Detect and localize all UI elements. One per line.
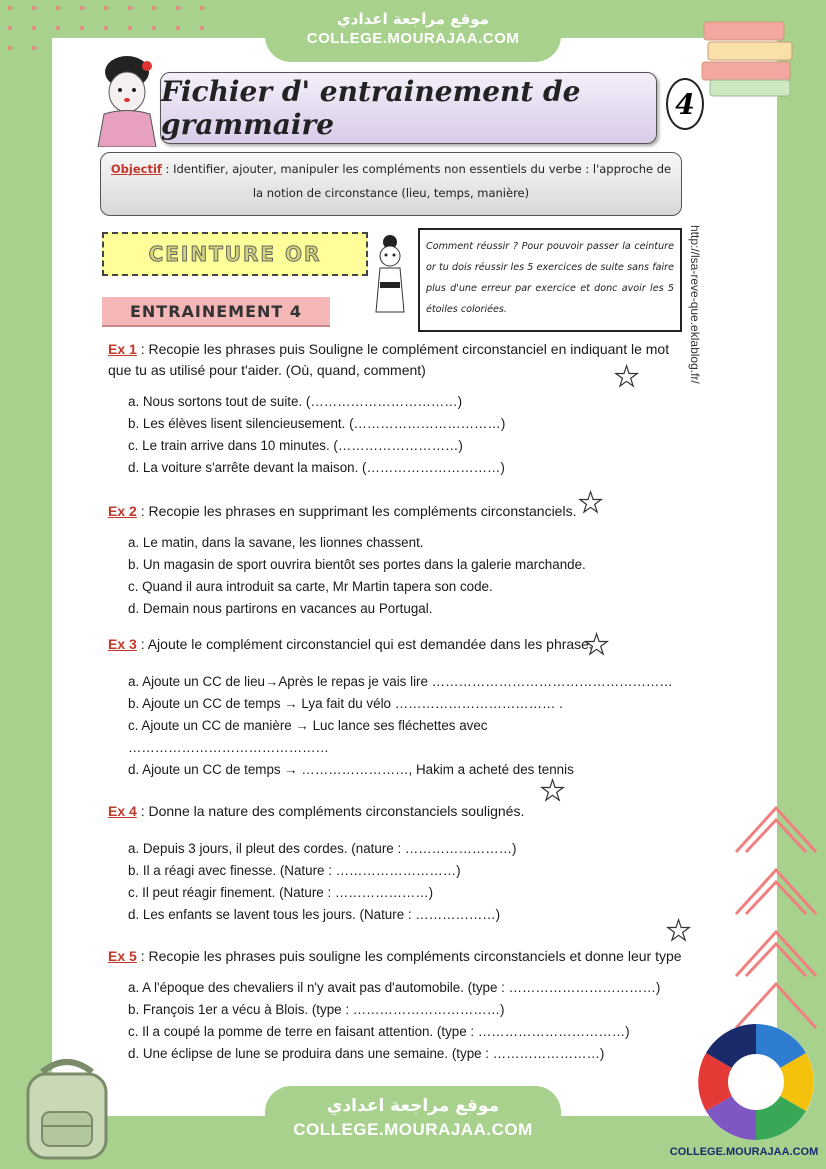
list-item: b. François 1er a vécu à Blois. (type : ……………………………) [128,1002,505,1017]
exercise-5-heading [108,946,688,967]
backpack-icon [12,1052,122,1162]
decorative-dot [176,6,180,10]
star-icon: ★ [578,487,604,518]
decorative-dot [104,26,108,30]
exercise-5 [108,946,688,1065]
decorative-dot [8,46,12,50]
doll-icon [370,232,410,320]
exercise-1-heading [108,339,688,381]
chevron-up-icon [732,858,820,918]
list-item: b. Les élèves lisent silencieusement. (……………………………) [128,416,506,431]
chevron-up-icon [732,920,820,980]
list-item: d. La voiture s'arrête devant la maison. (…………………………) [128,460,505,475]
list-item: c. Ajoute un CC de manière → Luc lance ses fléchettes avec ……………………………………… [128,718,488,755]
list-item: d. Une éclipse de lune se produira dans une semaine. (type : ……………………) [128,1046,605,1061]
star-icon: ★ [584,629,610,660]
exercise-4-heading [108,801,688,822]
footer-logo-text: COLLEGE.MOURAJAA.COM [669,1146,819,1158]
decorative-dot [200,26,204,30]
footer-url[interactable]: COLLEGE.MOURAJAA.COM [293,1120,533,1139]
decorative-dot [152,26,156,30]
decorative-dot [32,26,36,30]
exercise-5-label: Ex 5 [108,948,137,964]
list-item: b. Un magasin de sport ouvrira bientôt ses portes dans la galerie marchande. [128,557,586,572]
exercises [108,335,688,1065]
footer-banner [265,1086,561,1156]
decorative-dot [56,6,60,10]
decorative-dot [56,26,60,30]
exercise-5-instruction: : Recopie les phrases puis souligne les compléments circonstanciels et donne leur type [136,948,682,964]
list-item: a. Depuis 3 jours, il pleut des cordes. (nature : ……………………) [128,841,517,856]
decorative-dot [32,6,36,10]
exercise-1 [108,339,688,479]
header-banner [265,4,561,62]
decorative-dot [200,6,204,10]
training-label: ENTRAINEMENT 4 [102,297,330,327]
decorative-dot [128,26,132,30]
list-item: a. Ajoute un CC de lieu→Après le repas je vais lire ……………………………………………… [128,674,673,689]
exercise-3-label: Ex 3 [108,636,137,652]
decorative-dot [80,6,84,10]
worksheet-title: Fichier d' entrainement de grammaire [161,75,581,141]
exercise-4 [108,801,688,926]
objective-label: Objectif [110,162,162,176]
list-item: a. A l'époque des chevaliers il n'y avait pas d'automobile. (type : ……………………………) [128,980,661,995]
list-item: c. Il peut réagir finement. (Nature : …………………) [128,885,434,900]
exercise-4-label: Ex 4 [108,803,137,819]
decorative-dot [32,46,36,50]
decorative-dot [80,26,84,30]
decorative-dot [128,6,132,10]
exercise-2-label: Ex 2 [108,503,137,519]
objective-text: : Identifier, ajouter, manipuler les compléments non essentiels du verbe : l'approche de la notion de circonstance (lieu, temps, manière) [161,162,672,200]
exercise-2-instruction: : Recopie les phrases en supprimant les compléments circonstanciels. [136,503,577,519]
list-item: c. Le train arrive dans 10 minutes. (………………………) [128,438,463,453]
subjects-wheel-logo [694,1020,818,1144]
books-illustration [700,12,800,100]
decorative-dot [104,6,108,10]
list-item: d. Demain nous partirons en vacances au Portugal. [128,601,433,616]
list-item: b. Il a réagi avec finesse. (Nature : ………………………) [128,863,461,878]
objective-box [100,152,682,216]
list-item: c. Il a coupé la pomme de terre en faisant attention. (type : ……………………………) [128,1024,630,1039]
list-item: d. Ajoute un CC de temps → ……………………, Hakim a acheté des tennis [128,762,574,777]
chevron-up-icon [732,796,820,856]
worksheet-title-box [160,72,657,144]
header-url[interactable]: COLLEGE.MOURAJAA.COM [306,30,520,47]
list-item: b. Ajoute un CC de temps → Lya fait du vélo ……………………………… . [128,696,563,711]
star-icon: ★ [666,915,692,946]
footer-arabic: موقع مراجعة اعدادي [326,1096,500,1116]
how-to-succeed-box: Comment réussir ? Pour pouvoir passer la ceinture or tu dois réussir les 5 exercices de suite sans faire plus d'une erreur par exercice et donc avoir les 5 étoiles coloriées. [418,228,682,332]
list-item: a. Nous sortons tout de suite. (……………………………) [128,394,463,409]
decorative-dot [152,6,156,10]
star-icon: ★ [540,775,566,806]
exercise-3-instruction: : Ajoute le complément circonstanciel qui est demandée dans les phrases [136,636,596,652]
exercise-1-label: Ex 1 [108,341,137,357]
worksheet-number: 4 [666,78,704,130]
exercise-1-instruction: : Recopie les phrases puis Souligne le complément circonstanciel en indiquant le mot que tu as utilisé pour t'aider. (Où, quand, comment) [108,341,670,378]
decorative-dot [8,26,12,30]
header-arabic: موقع مراجعة اعدادي [337,10,489,28]
belt-label: CEINTURE OR [102,232,368,276]
decorative-dot [176,26,180,30]
exercise-4-instruction: : Donne la nature des compléments circonstanciels soulignés. [136,803,525,819]
star-icon: ★ [614,361,640,392]
side-url-text[interactable]: http://lsa-reve-que.eklablog.fr/ [688,225,702,384]
list-item: c. Quand il aura introduit sa carte, Mr Martin tapera son code. [128,579,493,594]
geisha-icon [92,52,162,147]
decorative-dot [8,6,12,10]
list-item: a. Le matin, dans la savane, les lionnes chassent. [128,535,424,550]
list-item: d. Les enfants se lavent tous les jours. (Nature : ………………) [128,907,501,922]
